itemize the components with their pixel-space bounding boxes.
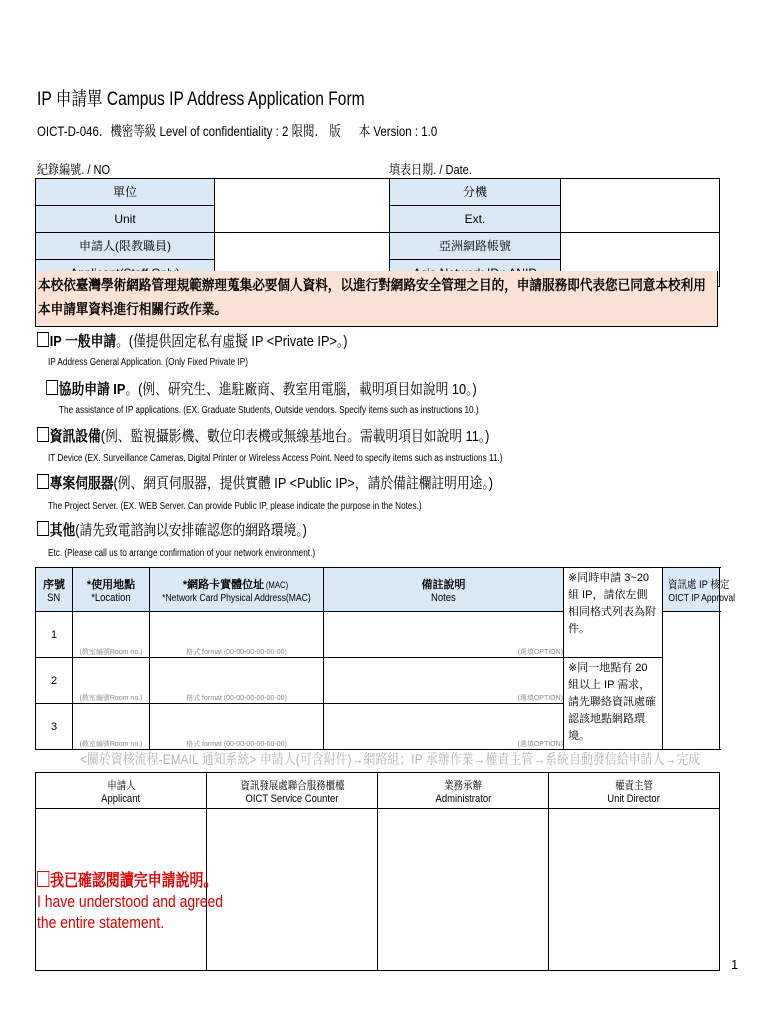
mac-placeholder: 格式 format (00-00-00-00-00-00): [186, 695, 287, 702]
col-sn-en: SN: [47, 591, 61, 604]
approval-field[interactable]: [663, 612, 720, 750]
option-assist-en: The assistance of IP applications. (EX. Graduate Students, Outside vendors. Specify items such as instructions 10.): [59, 405, 479, 416]
option-title: 專案伺服器: [49, 475, 114, 492]
doc-id: OICT-D-046．機密等級 Level of confidentiality : 2 限閱． 版: [37, 123, 341, 139]
row-sn: 1: [36, 612, 73, 658]
option-server[interactable]: [37, 472, 493, 493]
option-device-en: IT Device (EX. Surveillance Cameras, Digital Printer or Wireless Access Point. Need to specify items such as instructions 11.): [48, 453, 503, 464]
option-device[interactable]: [37, 425, 489, 446]
record-no-label: 紀錄編號. / NO: [37, 162, 111, 177]
applicant-label-zh: 申請人(限教職員): [36, 233, 215, 260]
col-sn: [36, 568, 73, 612]
confirm-statement[interactable]: [37, 870, 264, 933]
sig-counter-header: [207, 773, 378, 809]
option-desc: (例、網頁伺服器，提供實體 IP <Public IP>，請於備註欄註明用途。): [113, 475, 493, 492]
col-notes-zh: 備註說明: [421, 578, 466, 591]
sig-applicant-en: Applicant: [101, 792, 141, 805]
location-field[interactable]: [73, 612, 150, 658]
checkbox[interactable]: [37, 474, 49, 489]
unit-label-zh: 單位: [36, 179, 215, 206]
confirm-en2: the entire statement.: [37, 913, 165, 932]
note-attachment: ※同時申請 3~20 組 IP，請依左側相同格式列表為附件。: [564, 568, 663, 658]
form-title: IP 申請單 Campus IP Address Application Form: [37, 89, 365, 110]
col-mac-zh: *網路卡實體位址: [182, 578, 265, 591]
checkbox[interactable]: [46, 380, 58, 395]
sig-admin-field[interactable]: [378, 809, 549, 971]
sig-director-field[interactable]: [549, 809, 720, 971]
location-field[interactable]: [73, 704, 150, 750]
notes-placeholder: (選填OPTION): [517, 695, 563, 702]
unit-field[interactable]: [215, 179, 390, 233]
col-mac-en: *Network Card Physical Address: [162, 592, 286, 604]
option-other[interactable]: [37, 519, 307, 540]
col-notes: [324, 568, 564, 612]
mac-placeholder: 格式 format (00-00-00-00-00-00): [186, 649, 287, 656]
option-desc: (請先致電諮詢以安排確認您的網路環境。): [75, 522, 307, 539]
option-desc: 。(僅提供固定私有虛擬 IP <Private IP>。): [116, 333, 348, 350]
option-title: 資訊設備: [49, 428, 101, 445]
checkbox[interactable]: [37, 332, 49, 347]
option-title: 協助申請 IP: [58, 381, 126, 398]
option-desc: 。(例、研究生、進駐廠商、教室用電腦，載明項目如說明 10。): [125, 381, 477, 398]
mac-field[interactable]: [150, 612, 324, 658]
privacy-notice-text: 本校依臺灣學術網路管理規範辦理蒐集必要個人資料，以進行對網路安全管理之目的，申請服務即代表您已同意本校利用本申請單資料進行相關行政作業。: [38, 277, 706, 317]
col-mac: [150, 568, 324, 612]
col-loc-en: *Location: [91, 591, 131, 604]
option-general-en: IP Address General Application. (Only Fixed Private IP): [48, 357, 248, 368]
col-mac-zh-suffix: (MAC): [265, 579, 289, 590]
option-server-en: The Project Server. (EX. WEB Server. Can provide Public IP, please indicate the purpose in the Notes.): [48, 501, 422, 512]
confirm-checkbox[interactable]: [37, 871, 49, 887]
col-location: [73, 568, 150, 612]
mac-field[interactable]: [150, 658, 324, 704]
ext-label-en: Ext.: [390, 206, 561, 233]
unit-label-en: Unit: [36, 206, 215, 233]
notes-placeholder: (選填OPTION): [517, 649, 563, 656]
form-subtitle: [37, 121, 437, 141]
option-title: 其他: [49, 522, 76, 539]
date-label: 填表日期. / Date.: [389, 162, 472, 177]
mac-placeholder: 格式 format (00-00-00-00-00-00): [186, 741, 287, 748]
option-assist[interactable]: [46, 378, 477, 399]
location-placeholder: (教室編號Room no.): [79, 741, 143, 748]
version: 本 Version : 1.0: [358, 123, 438, 139]
sig-applicant-header: [36, 773, 207, 809]
ext-label-zh: 分機: [390, 179, 561, 206]
col-loc-zh: *使用地點: [86, 578, 136, 591]
option-title: IP 一般申請: [49, 333, 117, 350]
col-sn-zh: 序號: [43, 578, 65, 591]
confirm-zh: 我已確認閱讀完申請說明。: [50, 871, 218, 890]
sig-counter-zh: 資訊發展處聯合服務櫃檯: [239, 779, 345, 792]
location-placeholder: (教室編號Room no.): [79, 649, 143, 656]
mac-field[interactable]: [150, 704, 324, 750]
page-number: 1: [731, 957, 739, 972]
privacy-notice: [35, 271, 718, 327]
notes-field[interactable]: [324, 658, 564, 704]
row-sn: 2: [36, 658, 73, 704]
col-mac-en-suffix: (MAC): [285, 592, 311, 604]
ext-field[interactable]: [561, 179, 720, 233]
location-placeholder: (教室編號Room no.): [79, 695, 143, 702]
approval-flow: <關於資核流程-EMAIL 通知系統> 申請人(可含附件)→網路組；IP 承辦作業→權責主管→系統自動發信給申請人→完成: [80, 751, 701, 767]
anid-label-zh: 亞洲網路帳號: [390, 233, 561, 260]
option-general[interactable]: [37, 330, 348, 351]
device-table: [35, 567, 736, 750]
notes-field[interactable]: [324, 704, 564, 750]
notes-placeholder: (選填OPTION): [517, 741, 563, 748]
confirm-zh-line: [37, 870, 223, 891]
option-other-en: Etc. (Please call us to arrange confirmation of your network environment.): [48, 548, 316, 559]
sig-counter-en: OICT Service Counter: [245, 792, 339, 805]
note-location: ※同一地點有 20 組以上 IP 需求，請先聯絡資訊處確認該地點網路環境。: [564, 658, 663, 750]
col-notes-en: Notes: [431, 591, 456, 604]
sig-director-header: [549, 773, 720, 809]
checkbox[interactable]: [37, 521, 49, 536]
sig-admin-en: Administrator: [435, 792, 491, 805]
notes-field[interactable]: [324, 612, 564, 658]
confirm-en1: I have understood and agreed: [37, 892, 224, 911]
sig-admin-header: [378, 773, 549, 809]
approval-en: OICT IP Approval: [668, 592, 736, 604]
sig-director-zh: 權責主管: [615, 779, 653, 792]
location-field[interactable]: [73, 658, 150, 704]
row-sn: 3: [36, 704, 73, 750]
col-approval: [663, 568, 736, 612]
approval-zh: 資訊處 IP 核定: [667, 578, 730, 591]
sig-applicant-zh: 申請人: [106, 779, 136, 792]
sig-director-en: Unit Director: [607, 792, 661, 805]
option-desc: (例、監視攝影機、數位印表機或無線基地台。需載明項目如說明 11。): [100, 428, 490, 445]
checkbox[interactable]: [37, 427, 49, 442]
sig-admin-zh: 業務承辦: [444, 779, 482, 792]
